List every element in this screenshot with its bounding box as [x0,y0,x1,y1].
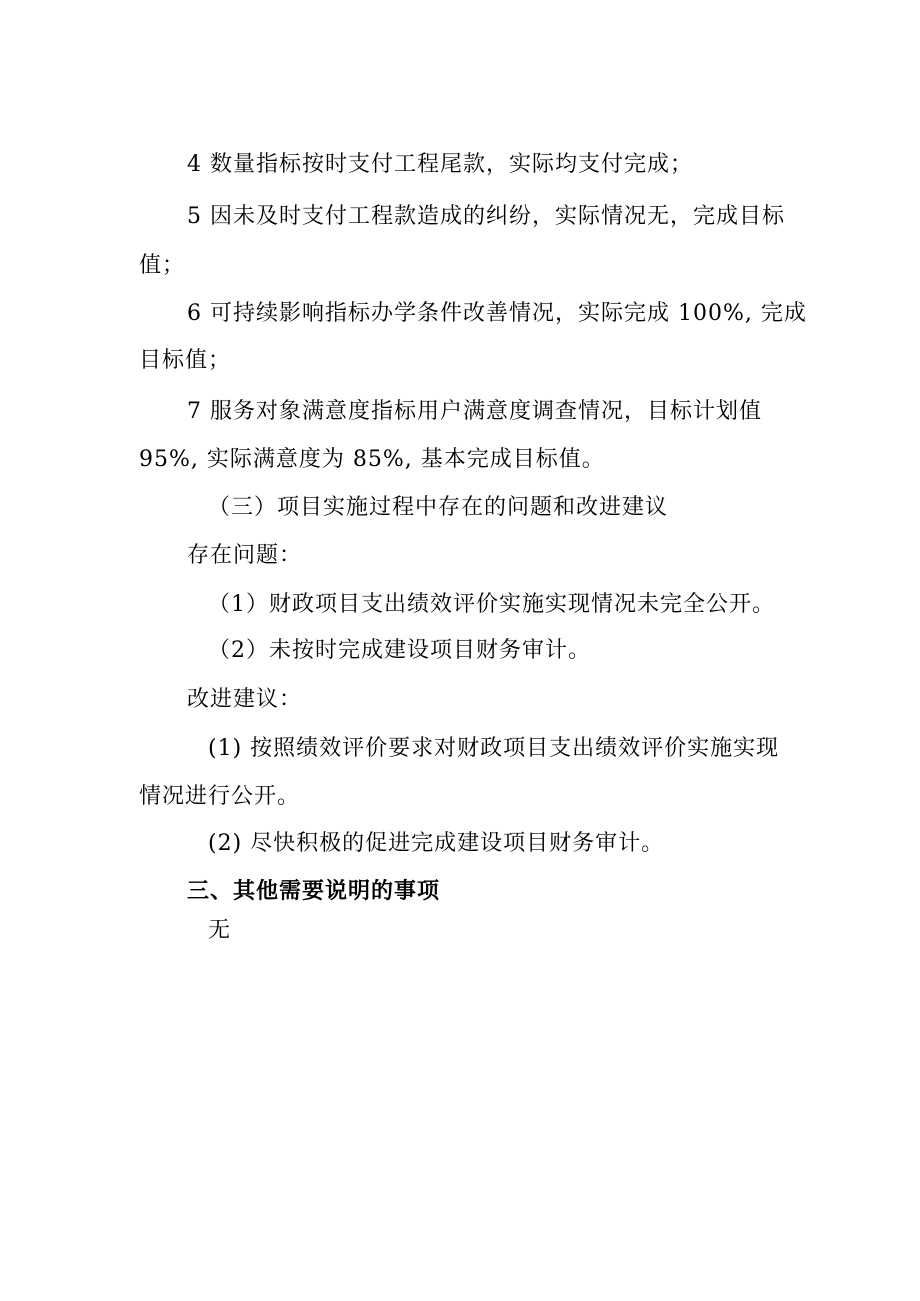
paragraph-line: 5 因未及时支付工程款造成的纠纷，实际情况无，完成目标 [187,204,785,229]
paragraph-line: 目标值； [139,348,232,373]
section-body: 无 [208,918,232,943]
paragraph-line: 情况进行公开。 [139,784,301,809]
paragraph-line: 4 数量指标按时支付工程尾款，实际均支付完成； [187,152,693,177]
subsection-title: （三）项目实施过程中存在的问题和改进建议 [208,495,669,520]
paragraph-line: 改进建议： [187,687,303,712]
paragraph-line: 6 可持续影响指标办学条件改善情况，实际完成 100%, 完成 [187,301,807,326]
paragraph-line: （1）财政项目支出绩效评价实施实现情况未完全公开。 [208,592,775,617]
paragraph-line: 7 服务对象满意度指标用户满意度调查情况，目标计划值 [187,399,762,424]
paragraph-line: 95%, 实际满意度为 85%, 基本完成目标值。 [139,447,605,472]
paragraph-line: (1) 按照绩效评价要求对财政项目支出绩效评价实施实现 [208,736,780,761]
paragraph-line: （2）未按时完成建设项目财务审计。 [208,638,591,663]
paragraph-line: 值； [139,253,186,278]
paragraph-line: 存在问题： [187,543,303,568]
paragraph-line: (2) 尽快积极的促进完成建设项目财务审计。 [208,831,665,856]
section-heading: 三、其他需要说明的事项 [187,879,441,904]
